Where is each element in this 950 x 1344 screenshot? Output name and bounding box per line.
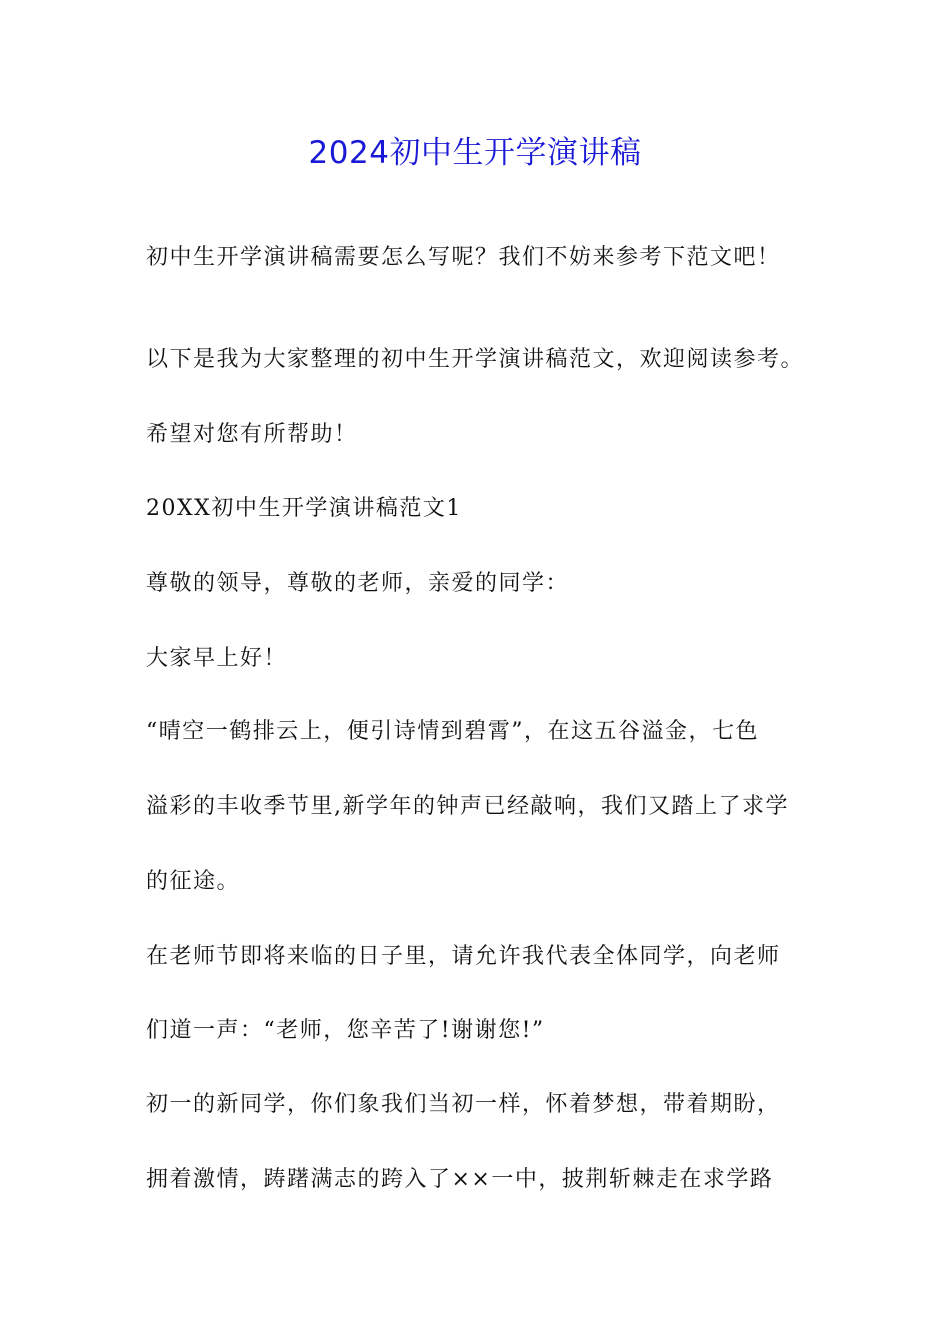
section-heading: 20XX初中生开学演讲稿范文1 [146, 496, 462, 521]
paragraph-line: 大家早上好！ [146, 646, 288, 671]
paragraph-line: 尊敬的领导，尊敬的老师，亲爱的同学： [146, 571, 570, 596]
document-title: 2024初中生开学演讲稿 [308, 135, 642, 171]
paragraph-line: 拥着激情，踌躇满志的跨入了××一中，披荆斩棘走在求学路 [146, 1167, 774, 1192]
paragraph-line: “晴空一鹤排云上，便引诗情到碧霄”，在这五谷溢金，七色 [146, 719, 759, 744]
paragraph-line: 初中生开学演讲稿需要怎么写呢？我们不妨来参考下范文吧！ [146, 245, 781, 270]
paragraph-line: 以下是我为大家整理的初中生开学演讲稿范文，欢迎阅读参考。 [146, 347, 805, 372]
paragraph-line: 们道一声：“老师，您辛苦了!谢谢您!” [146, 1018, 545, 1043]
paragraph-line: 初一的新同学，你们象我们当初一样，怀着梦想，带着期盼， [146, 1092, 781, 1117]
paragraph-line: 溢彩的丰收季节里,新学年的钟声已经敲响，我们又踏上了求学 [146, 794, 789, 819]
paragraph-line: 的征途。 [146, 869, 241, 894]
paragraph-line: 希望对您有所帮助！ [146, 422, 358, 447]
paragraph-line: 在老师节即将来临的日子里，请允许我代表全体同学，向老师 [146, 944, 781, 969]
